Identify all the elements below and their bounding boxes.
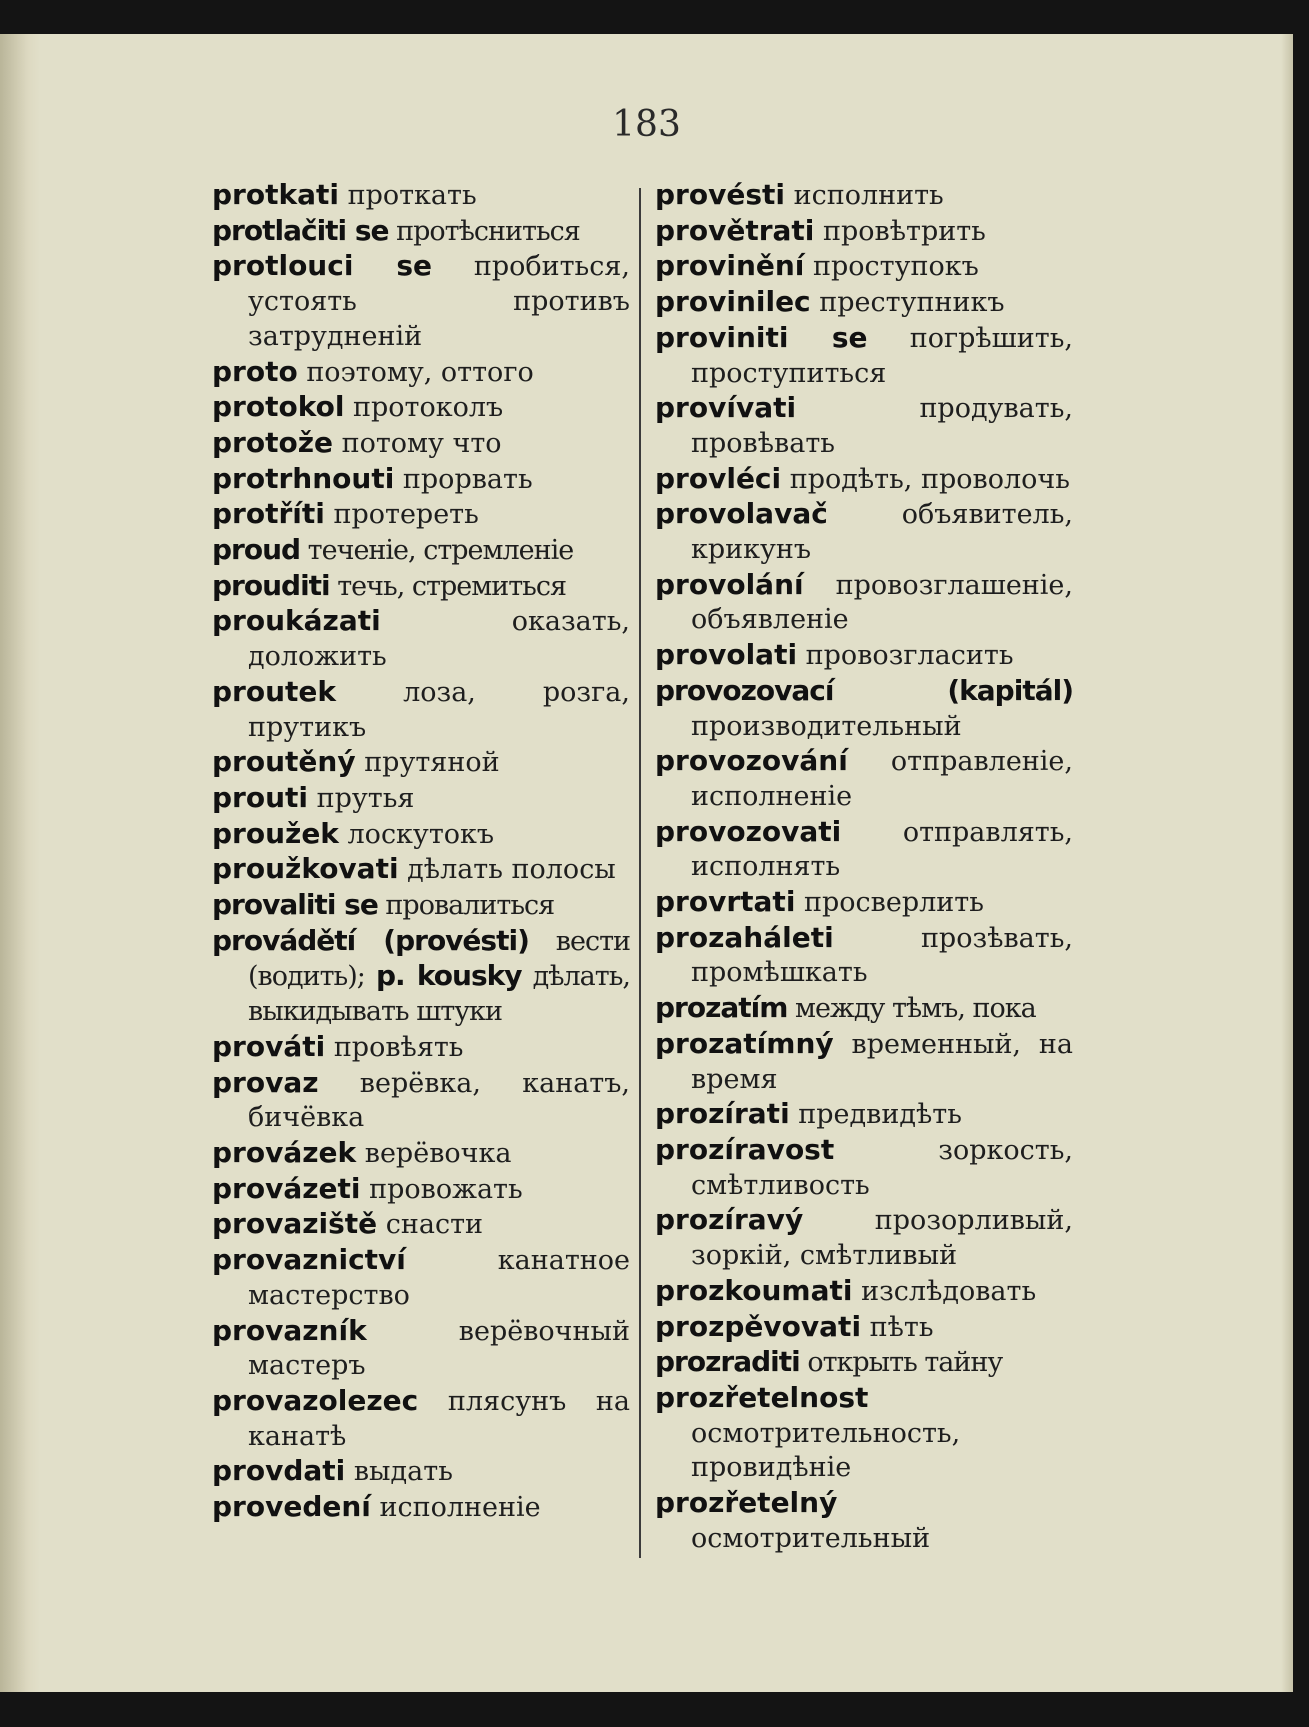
translation: лоскутокъ (347, 818, 495, 850)
translation: протереть (333, 499, 479, 531)
translation: снасти (385, 1209, 484, 1241)
entry (212, 249, 630, 354)
translation: оказать, доложить (248, 606, 630, 673)
translation: между тѣмъ, пока (795, 993, 1036, 1025)
headword: provázeti (212, 1171, 361, 1205)
headword: protříti (212, 497, 325, 531)
entry (655, 249, 1073, 285)
translation: лоза, розга, прутикъ (248, 676, 630, 743)
headword: prozíravý (655, 1203, 804, 1237)
entry (212, 462, 630, 498)
headword: provazník (212, 1313, 367, 1347)
headword: prozaháleti (655, 920, 834, 954)
translation: погрѣшить, проступиться (691, 322, 1073, 389)
headword: provozovací (kapitál) (655, 673, 1073, 707)
translation: отправленіе, исполненіе (691, 746, 1073, 812)
translation: провозгласить (805, 640, 1014, 672)
headword: provedení (212, 1490, 371, 1524)
headword: prouti (212, 780, 309, 814)
headword: prozkoumati (655, 1273, 853, 1307)
entry (655, 1027, 1073, 1097)
entry (212, 745, 630, 781)
entry (655, 674, 1073, 744)
entry (655, 1345, 1073, 1381)
entry (655, 921, 1073, 991)
phrase-translation: дѣлать, выкидывать штуки (248, 961, 630, 1028)
translation: канатное мастерство (248, 1245, 630, 1311)
entry (212, 1314, 630, 1384)
entry (212, 888, 630, 924)
translation: пѣть (869, 1311, 934, 1343)
translation: дѣлать полосы (407, 854, 616, 886)
entry (212, 1207, 630, 1243)
translation: выдать (353, 1456, 453, 1488)
entry (212, 1066, 630, 1136)
translation: поэтому, оттого (306, 356, 534, 388)
headword: provozování (655, 744, 848, 778)
entry (212, 1454, 630, 1490)
translation: продувать, провѣвать (691, 393, 1073, 459)
entry (212, 924, 630, 1030)
entry (655, 1486, 1073, 1556)
entry (655, 1203, 1073, 1273)
entry (212, 1030, 630, 1066)
headword: provaznictví (212, 1243, 406, 1277)
translation: вести (водить); (248, 925, 630, 993)
translation: продѣть, проволочь (789, 463, 1070, 495)
entry (212, 178, 630, 214)
translation: пробиться, устоять противъ затрудненій (248, 251, 630, 352)
translation: провожать (369, 1173, 523, 1205)
entry (212, 1384, 630, 1454)
entry (212, 817, 630, 853)
entry (655, 1310, 1073, 1346)
translation: верёвочка (364, 1137, 512, 1169)
entry (212, 426, 630, 462)
headword: prouditi (212, 568, 330, 602)
headword: provolavač (655, 497, 828, 531)
entry (212, 390, 630, 426)
translation: провѣять (333, 1031, 464, 1063)
headword: prozřetelnost (655, 1380, 869, 1414)
translation: исполненіе (379, 1492, 541, 1524)
translation: зоркость, смѣтливость (691, 1134, 1073, 1201)
translation: преступникъ (819, 287, 1005, 319)
entry (212, 355, 630, 391)
entry (212, 569, 630, 605)
dictionary-page (0, 34, 1293, 1692)
translation: прозорливый, зоркій, смѣтливый (691, 1205, 1073, 1272)
entry (655, 638, 1073, 674)
headword: protlouci se (212, 249, 433, 283)
headword: protože (212, 425, 333, 459)
left-column (212, 178, 630, 1526)
headword: proutek (212, 674, 337, 708)
translation: прозѣвать, промѣшкать (691, 922, 1073, 989)
headword: provaziště (212, 1207, 378, 1241)
headword: proud (212, 533, 301, 567)
entry (212, 214, 630, 250)
headword: proužek (212, 816, 339, 850)
translation: предвидѣть (798, 1099, 962, 1131)
headword: prozpěvovati (655, 1309, 862, 1343)
headword: proutěný (212, 745, 356, 779)
entry (655, 462, 1073, 498)
headword: prozatím (655, 991, 788, 1025)
headword: provozovati (655, 814, 842, 848)
translation: осмотрительность, провидѣніе (691, 1417, 961, 1484)
translation: проткать (347, 180, 477, 211)
headword: provaliti se (212, 888, 378, 922)
headword: protrhnouti (212, 461, 395, 495)
translation: плясунъ на канатѣ (248, 1385, 630, 1452)
headword: provolání (655, 567, 804, 601)
translation: протоколъ (353, 392, 504, 424)
headword: provinilec (655, 285, 811, 319)
translation: потому что (341, 427, 502, 459)
translation: временный, на время (691, 1028, 1073, 1095)
headword: proužkovati (212, 852, 399, 886)
page-number: 183 (612, 104, 681, 145)
entry (212, 1172, 630, 1208)
translation: просверлить (804, 887, 984, 919)
headword: provívati (655, 391, 797, 425)
headword: provésti (655, 178, 785, 211)
entry (212, 852, 630, 888)
entry (655, 568, 1073, 638)
translation: провалиться (385, 890, 555, 922)
headword: prováti (212, 1029, 326, 1063)
headword: prozřetelný (655, 1486, 838, 1520)
entry (655, 178, 1073, 214)
headword: proviniti se (655, 320, 868, 354)
headword: provádětí (provésti) (212, 923, 529, 957)
translation: теченіе, стремленіе (307, 535, 574, 567)
entry (655, 1274, 1073, 1310)
translation: изслѣдовать (861, 1275, 1037, 1307)
headword: provléci (655, 461, 782, 495)
entry (212, 497, 630, 533)
entry (655, 1133, 1073, 1203)
entry (212, 675, 630, 745)
headword: provdati (212, 1454, 346, 1488)
headword: provětrati (655, 213, 815, 247)
entry (655, 744, 1073, 814)
entry (655, 391, 1073, 461)
column-divider (639, 188, 641, 1558)
headword: prozatímný (655, 1026, 834, 1060)
translation: исполнить (793, 180, 944, 211)
entry (655, 497, 1073, 567)
entry (655, 321, 1073, 391)
entry (212, 1243, 630, 1313)
headword: proukázati (212, 604, 381, 638)
entry (212, 1136, 630, 1172)
headword: provázek (212, 1135, 357, 1169)
entry (655, 815, 1073, 885)
headword: provolati (655, 638, 798, 672)
translation: прутяной (364, 747, 500, 779)
translation: прорвать (402, 463, 533, 495)
translation: осмотрительный (691, 1522, 931, 1554)
translation: протѣсниться (396, 215, 580, 247)
entry (655, 1381, 1073, 1486)
translation: объявитель, крикунъ (691, 499, 1073, 566)
headword: prozraditi (655, 1345, 800, 1379)
translation: отправлять, исполнять (691, 816, 1073, 883)
translation: провѣтрить (823, 215, 986, 247)
translation: проступокъ (813, 251, 979, 283)
entry (655, 885, 1073, 921)
entry (212, 604, 630, 674)
entry (212, 781, 630, 817)
translation: провозглашеніе, объявленіе (691, 569, 1073, 636)
headword: provazolezec (212, 1383, 419, 1417)
entry (655, 991, 1073, 1027)
translation: верёвка, канатъ, бичёвка (248, 1067, 630, 1134)
headword: protkati (212, 178, 339, 211)
headword: prozírati (655, 1097, 790, 1131)
phrase: p. kousky (375, 959, 522, 993)
headword: protlačiti se (212, 213, 389, 247)
headword: provaz (212, 1065, 319, 1099)
headword: provinění (655, 249, 805, 283)
entry (212, 533, 630, 569)
headword: provrtati (655, 885, 796, 919)
translation: верёвочный мастеръ (248, 1315, 630, 1382)
headword: protokol (212, 390, 345, 424)
entry (655, 285, 1073, 321)
entry (212, 1490, 630, 1526)
entry (655, 1097, 1073, 1133)
translation: открыть тайну (807, 1347, 1003, 1379)
right-column (655, 178, 1073, 1556)
translation: течь, стремиться (337, 570, 566, 602)
entry (655, 214, 1073, 250)
translation: производительный (691, 710, 962, 742)
headword: proto (212, 354, 298, 388)
translation: прутья (316, 782, 415, 814)
headword: prozíravost (655, 1132, 835, 1166)
